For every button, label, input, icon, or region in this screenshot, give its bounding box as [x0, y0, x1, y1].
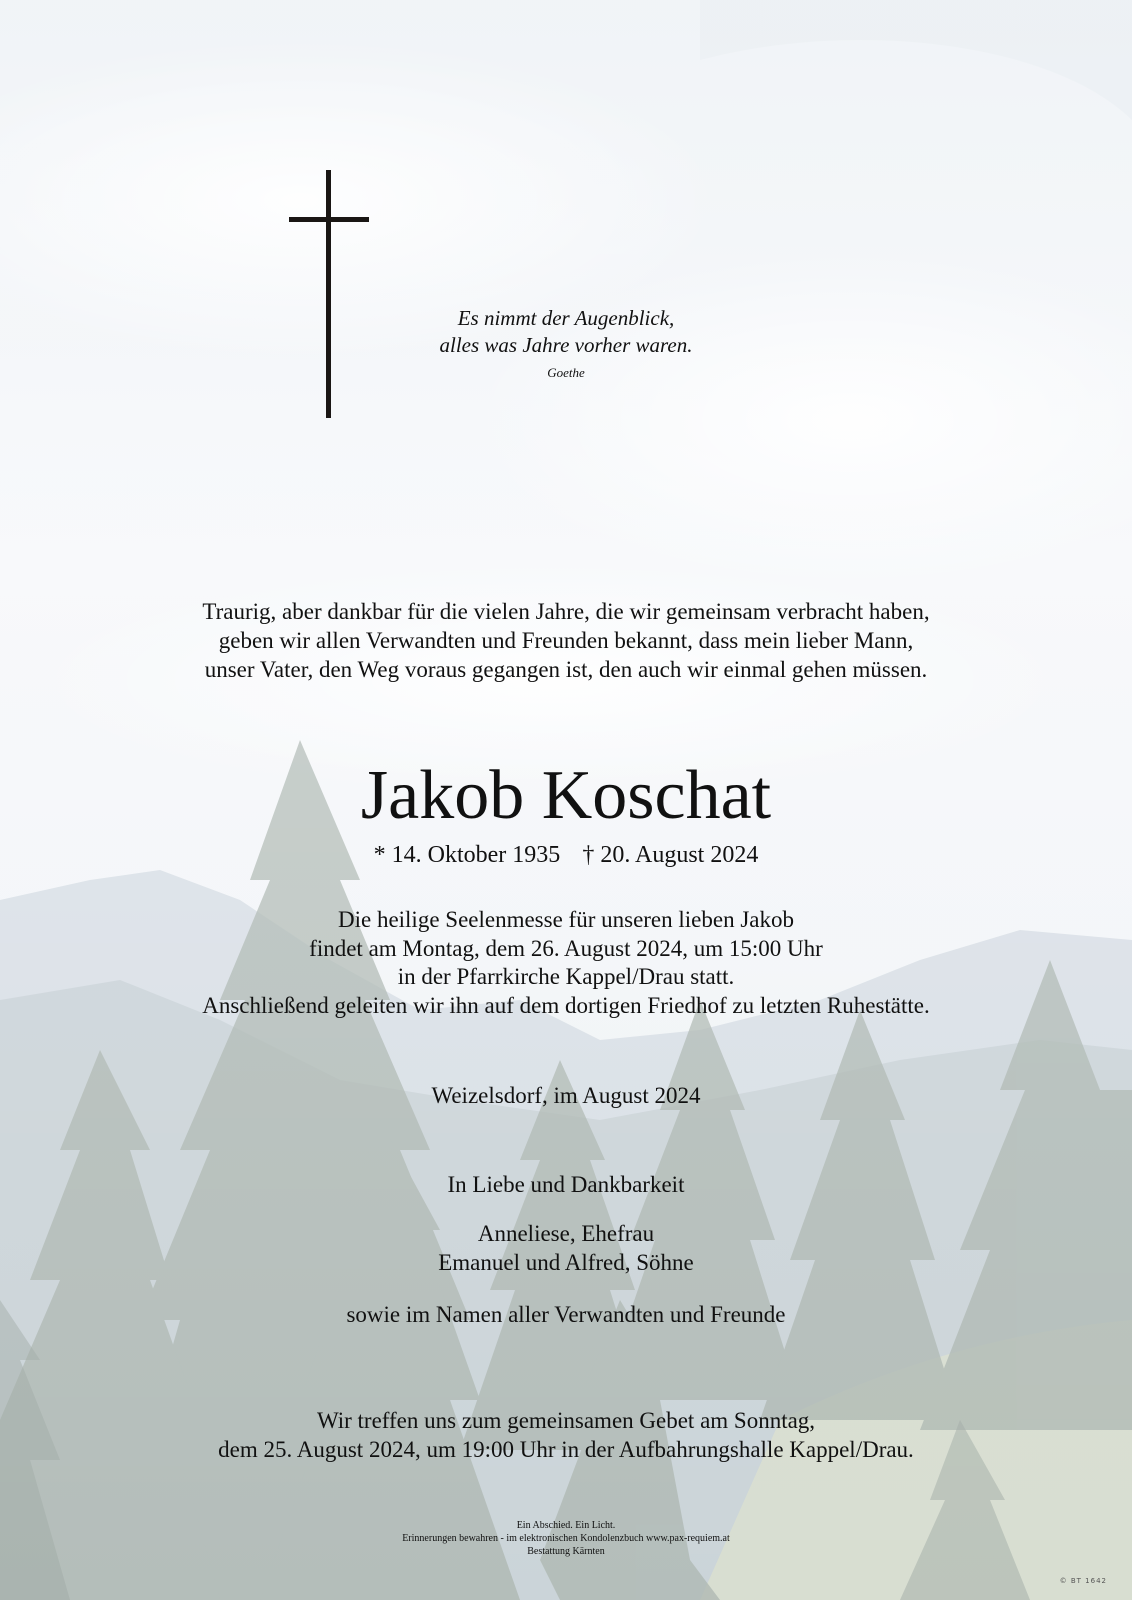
family-member: Anneliese, Ehefrau	[477, 1221, 655, 1246]
intro-line: geben wir allen Verwandten und Freunden bekannt, dass mein lieber Mann,	[218, 628, 914, 653]
footer	[0, 1519, 1132, 1558]
prayer-gathering	[0, 1407, 1132, 1464]
family-member: Emanuel und Alfred, Söhne	[438, 1249, 694, 1275]
quote-author: Goethe	[547, 365, 585, 380]
life-dates	[0, 840, 1132, 870]
service-line: Die heilige Seelenmesse für unseren lieben Jakob	[337, 907, 794, 932]
intro-line: Traurig, aber dankbar für die vielen Jahre, die wir gemeinsam verbracht haben,	[202, 599, 930, 624]
service-line: in der Pfarrkirche Kappel/Drau statt.	[397, 964, 735, 989]
service-announcement	[0, 906, 1132, 1020]
service-line: findet am Montag, dem 26. August 2024, um 15:00 Uhr	[309, 935, 823, 961]
corner-mark: © BT 1642	[1059, 1577, 1107, 1585]
place-date: Weizelsdorf, im August 2024	[431, 1083, 701, 1108]
quote-block	[166, 305, 966, 383]
intro-line: unser Vater, den Weg voraus gegangen ist, den auch wir einmal gehen müssen.	[204, 657, 928, 682]
death-date: † 20. August 2024	[582, 842, 759, 868]
service-line: Anschließend geleiten wir ihn auf dem dortigen Friedhof zu letzten Ruhestätte.	[202, 992, 930, 1018]
deceased-name: Jakob Koschat	[360, 757, 772, 834]
closing-phrase: In Liebe und Dankbarkeit	[447, 1172, 685, 1197]
quote-line: Es nimmt der Augenblick,	[457, 306, 675, 330]
relatives-line: sowie im Namen aller Verwandten und Freunde	[346, 1302, 786, 1327]
footer-line: Bestattung Kärnten	[527, 1546, 605, 1557]
gathering-line: dem 25. August 2024, um 19:00 Uhr in der Aufbahrungshalle Kappel/Drau.	[218, 1436, 914, 1462]
intro-text	[0, 597, 1132, 684]
family-list	[0, 1220, 1132, 1277]
birth-date: * 14. Oktober 1935	[373, 842, 561, 868]
quote-line: alles was Jahre vorher waren.	[439, 333, 693, 357]
footer-line: Ein Abschied. Ein Licht.	[516, 1520, 616, 1531]
footer-line: Erinnerungen bewahren - im elektronischen Kondolenzbuch www.pax-requiem.at	[402, 1533, 730, 1544]
gathering-line: Wir treffen uns zum gemeinsamen Gebet am Sonntag,	[316, 1408, 816, 1433]
